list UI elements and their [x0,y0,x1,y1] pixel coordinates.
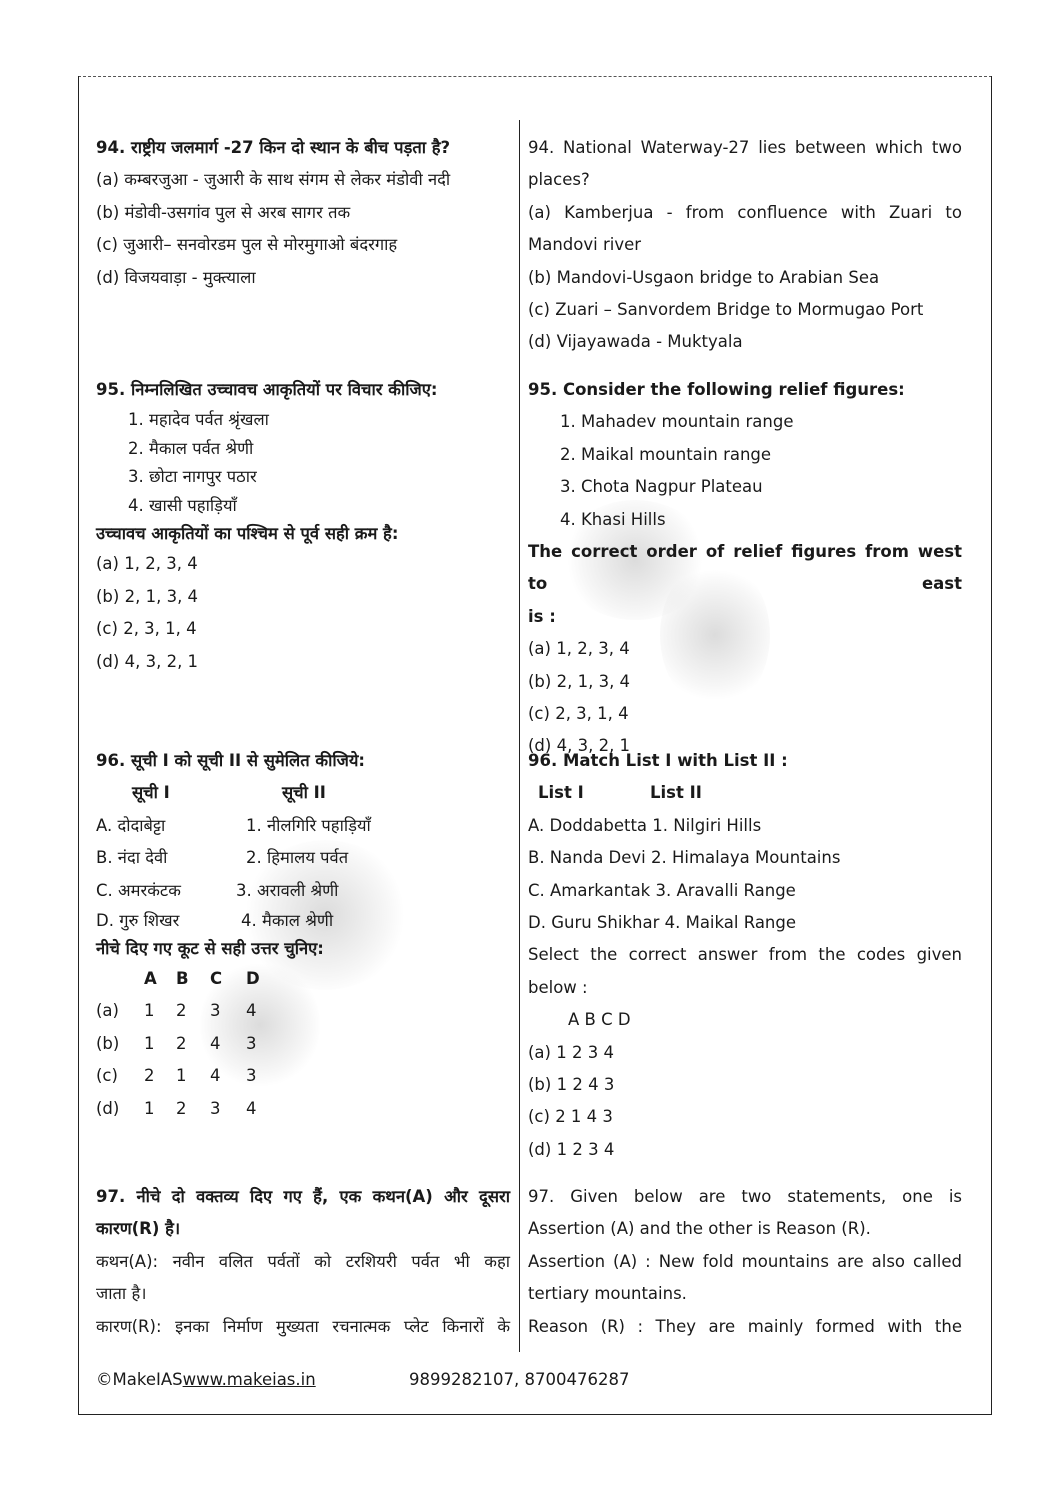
match-pair: C. Amarkantak 3. Aravalli Range [528,880,796,900]
option: (b) 2, 1, 3, 4 [528,671,631,691]
list-item: 4. Khasi Hills [560,509,666,529]
question-97-hindi [96,1181,510,1343]
option: (c) Zuari – Sanvordem Bridge to Mormugao Port [528,300,924,320]
list-header-row [96,777,510,809]
option: (c) 2, 3, 1, 4 [528,704,629,724]
option: (d) 1 2 3 4 [528,1139,615,1159]
match-pair: A. Doddabetta 1. Nilgiri Hills [528,815,762,835]
list-item: 4. खासी पहाड़ियाँ [128,495,237,515]
question-prompt: नीचे दिए गए कूट से सही उत्तर चुनिए: [96,939,324,959]
option: (d) 4, 3, 2, 1 [528,736,631,756]
option: (a) 1, 2, 3, 4 [96,554,198,574]
assertion-text: कथन(A): नवीन वलित पर्वतों को टरशियरी पर्वत भी कहा [96,1251,510,1271]
question-text: 94. राष्ट्रीय जलमार्ग -27 किन दो स्थान के बीच पड़ता है? [96,138,451,157]
question-text: Assertion (A) and the other is Reason (R). [528,1219,871,1239]
option: (d) विजयवाड़ा - मुक्त्याला [96,267,256,287]
list-item: 2. Maikal mountain range [560,444,772,464]
question-text: 95. निम्नलिखित उच्चावच आकृतियों पर विचार कीजिए: [96,380,438,399]
option: (c) 2 1 4 3 [528,1107,613,1127]
list-item: 1. Mahadev mountain range [560,412,794,432]
question-95-hindi [96,374,510,678]
question-prompt: Select the correct answer from the codes given [528,945,962,965]
option: (b) Mandovi-Usgaon bridge to Arabian Sea [528,267,880,287]
list-item: 2. मैकाल पर्वत श्रेणी [128,438,254,458]
match-pair: B. नंदा देवी 2. हिमालय पर्वत [96,848,349,868]
code-option-row: (a) 1 2 3 4 [96,1001,257,1021]
question-94-hindi [96,132,510,294]
website-link[interactable]: www.makeias.in [182,1370,316,1389]
option: (a) 1, 2, 3, 4 [528,639,630,659]
list-2-header: सूची II [282,783,326,803]
list-item: 1. महादेव पर्वत श्रृंखला [128,410,269,430]
question-text: 97. Given below are two statements, one is [528,1187,962,1206]
assertion-text: tertiary mountains. [528,1284,687,1304]
list-1-header: सूची I [132,783,170,803]
match-pair: D. गुरु शिखर 4. मैकाल श्रेणी [96,911,334,931]
list-header-row [528,777,962,809]
option: Mandovi river [528,235,642,255]
code-option-row: (b) 1 2 4 3 [96,1033,257,1053]
match-pair: D. Guru Shikhar 4. Maikal Range [528,913,797,933]
match-pair: A. दोदाबेट्टा 1. नीलगिरि पहाड़ियाँ [96,815,371,835]
reason-text: कारण(R): इनका निर्माण मुख्यता रचनात्मक प्लेट किनारों के [96,1316,510,1336]
question-prompt: उच्चावच आकृतियों का पश्चिम से पूर्व सही क्रम है: [96,524,399,544]
question-96-english [528,745,962,1166]
question-text: कारण(R) है। [96,1219,181,1239]
question-prompt: is : [528,606,556,626]
code-option-row: (c) 2 1 4 3 [96,1066,257,1086]
code-header: A B C D [568,1010,631,1030]
list-1-header: List I [538,783,584,803]
reason-text: Reason (R) : They are mainly formed with the [528,1316,962,1336]
assertion-text: जाता है। [96,1284,147,1304]
question-text: 96. सूची I को सूची II से सुमेलित कीजिये: [96,751,366,770]
option: (b) 1 2 4 3 [528,1075,615,1095]
question-97-english [528,1181,962,1343]
question-text: 96. Match List I with List II : [528,751,788,770]
question-prompt: The correct order of relief figures from west to east [528,542,962,594]
question-text: 94. National Waterway-27 lies between which two [528,138,962,157]
option: (b) 2, 1, 3, 4 [96,586,199,606]
match-pair: C. अमरकंटक 3. अरावली श्रेणी [96,880,339,900]
option: (d) 4, 3, 2, 1 [96,651,199,671]
column-divider [519,120,520,1352]
code-header-row: A B C D [144,969,260,989]
footer-phones: 9899282107, 8700476287 [409,1370,630,1389]
match-pair: B. Nanda Devi 2. Himalaya Mountains [528,848,841,868]
question-95-english [528,374,962,763]
list-2-header: List II [650,783,702,803]
assertion-text: Assertion (A) : New fold mountains are also called [528,1251,962,1271]
question-96-hindi [96,745,510,1125]
list-item: 3. छोटा नागपुर पठार [128,467,257,487]
list-item: 3. Chota Nagpur Plateau [560,477,763,497]
option: (b) मंडोवी-उसगांव पुल से अरब सागर तक [96,202,351,222]
question-prompt: below : [528,977,588,997]
option: (c) 2, 3, 1, 4 [96,619,197,639]
question-text: places? [528,170,590,190]
brand-name: ©MakeIAS [96,1370,183,1389]
question-text: 95. Consider the following relief figures: [528,380,905,399]
question-text: 97. नीचे दो वक्तव्य दिए गए हैं, एक कथन(A) और दूसरा [96,1187,510,1206]
option: (a) कम्बरजुआ - जुआरी के साथ संगम से लेकर मंडोवी नदी [96,170,451,190]
question-94-english [528,132,962,359]
option: (a) Kamberjua - from confluence with Zuari to [528,202,962,222]
footer-brand [96,1370,316,1389]
option: (d) Vijayawada - Muktyala [528,332,743,352]
code-option-row: (d) 1 2 3 4 [96,1098,257,1118]
option: (c) जुआरी– सनवोरडम पुल से मोरमुगाओ बंदरगाह [96,235,398,255]
option: (a) 1 2 3 4 [528,1042,614,1062]
